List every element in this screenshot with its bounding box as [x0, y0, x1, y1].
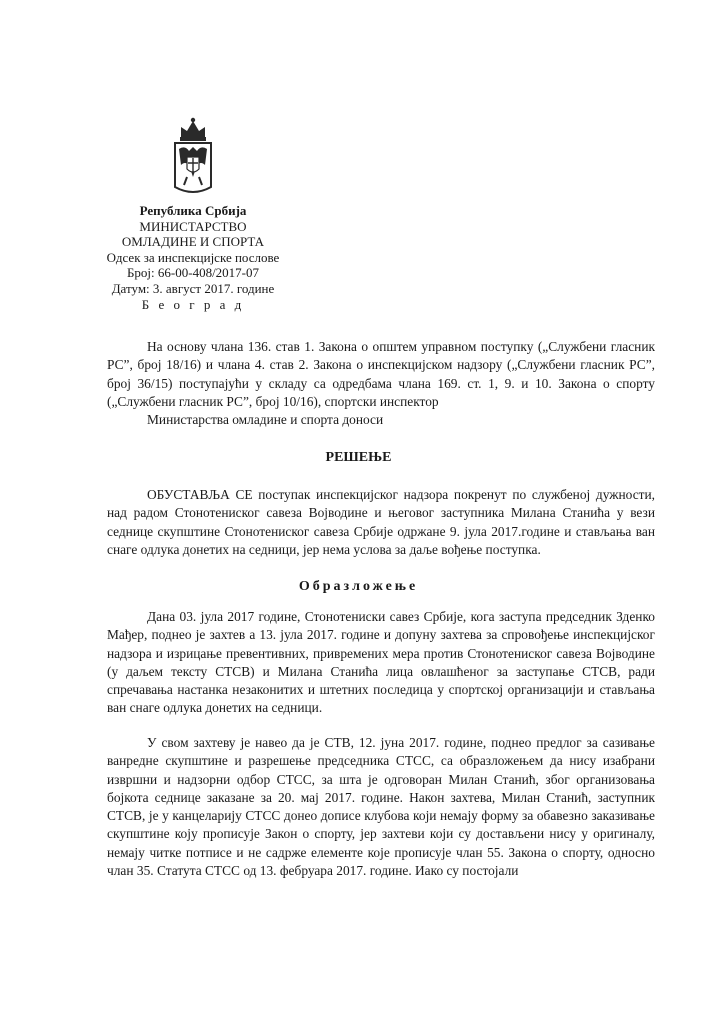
letterhead [88, 115, 298, 312]
serbian-coat-of-arms-icon [167, 115, 219, 197]
intro-paragraph: На основу члана 136. став 1. Закона о општем управном поступку („Службени гласник РС”, број 18/16) и члана 4. став 2. Закона о инспекцијском надзору („Службени гласник РС”, број 36/15) поступајући у складу са одредбама члана 169. ст. 1, 9. и 10. Закона о спорту („Службени гласник РС”, број 10/16), спортски инспектор [107, 339, 655, 409]
document-city: Б е о г р а д [141, 296, 245, 312]
republic-name: Република Србија [139, 203, 247, 218]
ministry-name-line1: МИНИСТАРСТВО [139, 218, 247, 234]
ministry-name-line2: ОМЛАДИНЕ И СПОРТА [121, 234, 265, 250]
decision-title: РЕШЕЊЕ [325, 450, 392, 465]
reasoning-paragraph-2: У свом захтеву је навео да је СТВ, 12. јуна 2017. године, поднео предлог за сазивање ванредне скупштине и разрешење председника СТСС, са образложењем да нису изабрани извршни и надзорни одбор СТСС, за шта је одговоран Милан Станић, због организовања бојкота седнице заказане за 20. мај 2017. године. Након захтева, Милан Станић, заступник СТСВ, је у канцеларију СТСС донео дописе клубова који немају форму за обавезно заказивање скупштине коју прописује Закон о спорту, јер захтеви који су достављени нису у оригиналу, немају читке потписе и не садрже елементе које прописује члан 55. Закона о спорту, односно члан 35. Статута СТСС од 13. фебруара 2017. године. Иако су постојали [107, 735, 655, 879]
reasoning-title: Образложење [298, 579, 419, 594]
document-date: Датум: 3. август 2017. године [111, 280, 275, 296]
intro-continuation: Министарства омладине и спорта доноси [147, 412, 384, 427]
decision-paragraph: ОБУСТАВЉА СЕ поступак инспекцијског надзора покренут по службеној дужности, над радом Стонотениског савеза Војводине и његовог заступника Милана Станића у вези седнице скупштине Стонотениског савеза Србије одржане 9. јула 2017.године и стављања ван снаге одлука донетих на седници, јер нема услова за даље вођење поступка. [107, 487, 655, 557]
reasoning-paragraph-1: Дана 03. јула 2017 године, Стонотениски савез Србије, кога заступа председник Зденко Мађер, поднео је захтев а 13. јула 2017. године и допуну захтева за спровођење инспекцијског надзора и изрицање превентивних, привремених мера против Стонотениског савеза Војводине (у даљем тексту СТСВ) и Милана Станића лица овлашћеног за заступање СТСВ, ради спречавања настанка незаконитих и штетних последица у спортској организацији и стављања ван снаге одлука донетих на седници. [107, 609, 655, 716]
department-name: Одсек за инспекцијске послове [106, 249, 280, 265]
document-number: Број: 66-00-408/2017-07 [126, 265, 260, 281]
